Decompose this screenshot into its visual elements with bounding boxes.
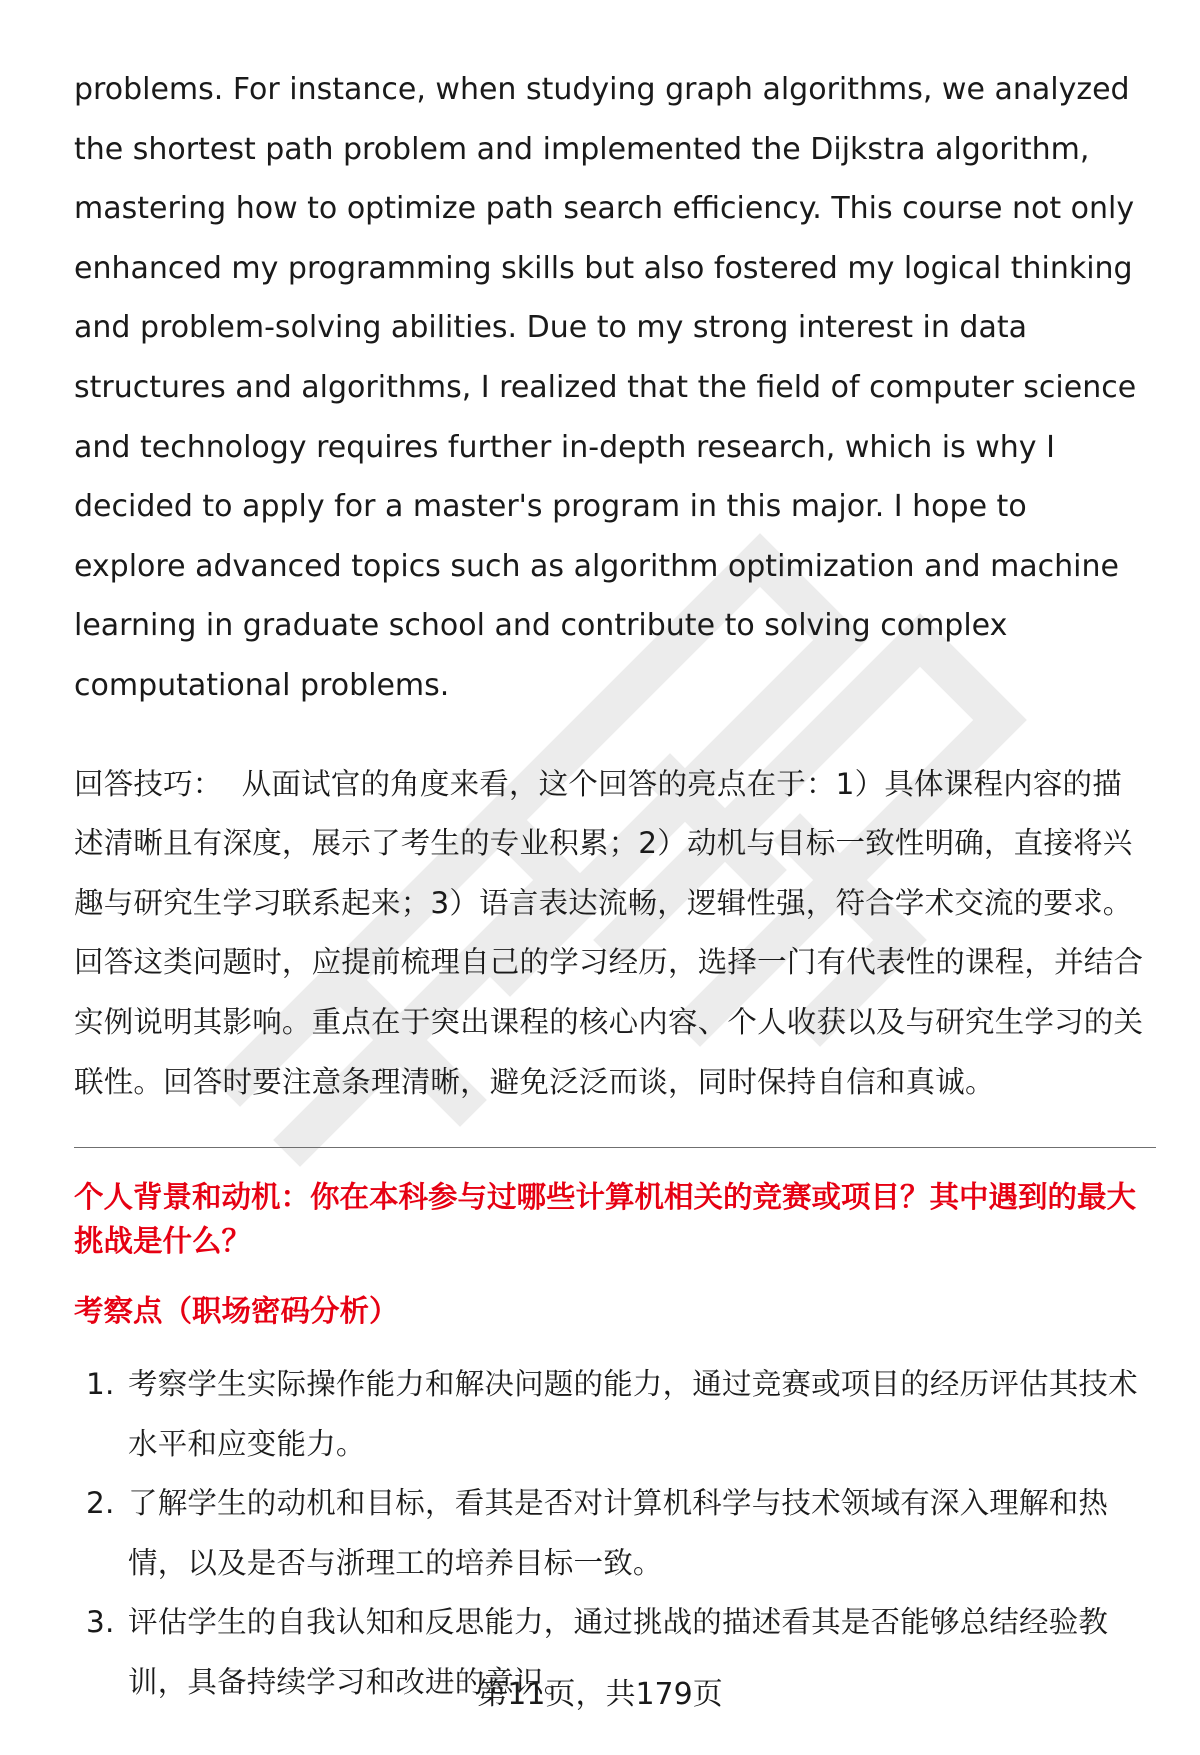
list-item-number: 3. xyxy=(86,1605,115,1640)
section-divider xyxy=(74,1147,1156,1148)
page-content xyxy=(74,60,1144,1713)
list-item-text: 了解学生的动机和目标，看其是否对计算机科学与技术领域有深入理解和热情，以及是否与浙理工的培养目标一致。 xyxy=(128,1486,1109,1580)
list-item-text: 考察学生实际操作能力和解决问题的能力，通过竞赛或项目的经历评估其技术水平和应变能力。 xyxy=(128,1367,1138,1461)
assessment-points-list xyxy=(74,1355,1144,1713)
list-item-number: 2. xyxy=(86,1486,115,1521)
assessment-points-heading: 考察点（职场密码分析） xyxy=(74,1294,399,1329)
tips-text: 从面试官的角度来看，这个回答的亮点在于：1）具体课程内容的描述清晰且有深度，展示了考生的专业积累；2）动机与目标一致性明确，直接将兴趣与研究生学习联系起来；3）语言表达流畅，逻辑性强，符合学术交流的要求。回答这类问题时，应提前梳理自己的学习经历，选择一门有代表性的课程，并结合实例说明其影响。重点在于突出课程的核心内容、个人收获以及与研究生学习的关联性。回答时要注意条理清晰，避免泛泛而谈，同时保持自信和真诚。 xyxy=(74,766,1144,1099)
list-item-text: 评估学生的自我认知和反思能力，通过挑战的描述看其是否能够总结经验教训，具备持续学习和改进的意识。 xyxy=(128,1605,1109,1700)
page-number-footer: 第11页，共179页 xyxy=(477,1677,723,1712)
list-item xyxy=(74,1474,1144,1593)
tips-label: 回答技巧： xyxy=(74,766,223,801)
list-item-number: 1. xyxy=(86,1367,115,1402)
answer-continuation: problems. For instance, when studying graph algorithms, we analyzed the shortest path problem and implemented the Dijkstra algorithm, mastering how to optimize path search efficiency. This course not only enhanced my programming skills but also fostered my logical thinking and problem-solving abilities. Due to my strong interest in data structures and algorithms, I realized that the field of computer science and technology requires further in-depth research, which is why I decided to apply for a master's program in this major. I hope to explore advanced topics such as algorithm optimization and machine learning in graduate school and contribute to solving complex computational problems. xyxy=(74,72,1137,703)
question-heading: 个人背景和动机：你在本科参与过哪些计算机相关的竞赛或项目？其中遇到的最大挑战是什么？ xyxy=(74,1180,1137,1259)
answer-tips xyxy=(74,755,1144,1113)
list-item xyxy=(74,1355,1144,1474)
